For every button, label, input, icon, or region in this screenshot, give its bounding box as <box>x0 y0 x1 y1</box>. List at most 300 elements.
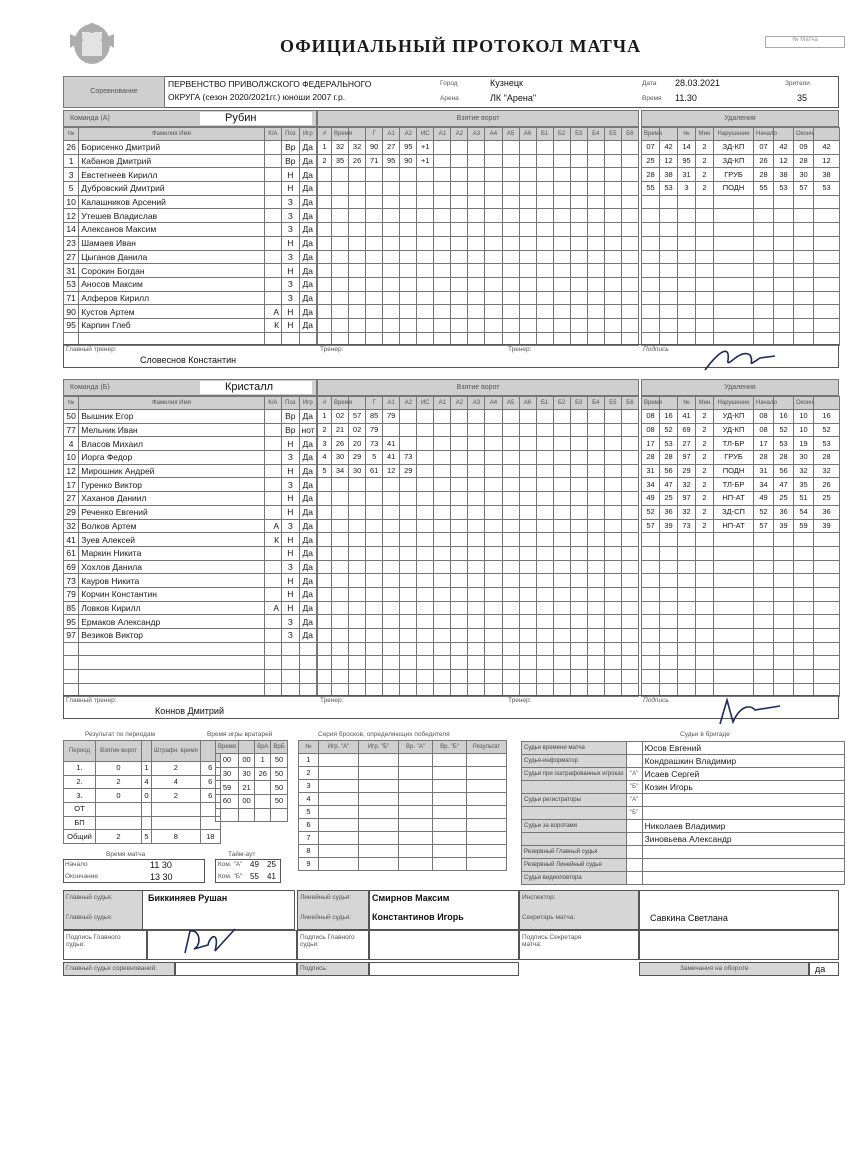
player-position: Н <box>282 168 299 182</box>
penalty-cell <box>660 223 678 237</box>
player-name: Кабанов Дмитрий <box>79 154 264 168</box>
goal-cell <box>587 574 604 588</box>
penalty-cell: 2 <box>696 141 714 155</box>
table-cell: 8 <box>152 830 201 844</box>
goal-cell <box>519 601 536 615</box>
goal-row <box>318 182 639 196</box>
referee-team: "Б" <box>626 807 642 820</box>
goal-cell <box>434 305 451 319</box>
table-cell: 0 <box>142 789 152 803</box>
goal-cell <box>383 656 400 670</box>
penalty-cell: 28 <box>660 451 678 465</box>
goal-cell: 30 <box>332 451 349 465</box>
remarks-value: да <box>815 964 826 974</box>
goal-cell <box>570 505 587 519</box>
player-position: З <box>282 560 299 574</box>
goal-cell <box>536 587 553 601</box>
shootout-cell <box>433 806 467 819</box>
penalty-row <box>642 141 840 155</box>
time-label: Время <box>642 95 662 102</box>
player-role <box>264 223 281 237</box>
goal-cell <box>318 505 332 519</box>
penalty-cell <box>714 670 754 684</box>
penalty-cell <box>774 601 794 615</box>
penalty-row <box>642 505 840 519</box>
table-cell: 6 <box>200 789 220 803</box>
shootout-cell <box>467 832 507 845</box>
goal-cell <box>318 236 332 250</box>
team-b-col-pos: Поз <box>282 397 299 410</box>
goal-cell <box>318 574 332 588</box>
goal-cell <box>502 492 519 506</box>
goal-col-header: Г <box>366 397 383 410</box>
player-row <box>64 587 317 601</box>
penalty-cell <box>814 629 840 643</box>
player-played: Да <box>299 629 316 643</box>
goal-cell: 71 <box>366 154 383 168</box>
goal-cell <box>383 519 400 533</box>
player-position: Н <box>282 305 299 319</box>
goal-cell <box>604 546 621 560</box>
goal-cell <box>468 195 485 209</box>
goal-cell <box>519 291 536 305</box>
penalty-cell <box>794 264 814 278</box>
goal-cell <box>468 546 485 560</box>
player-position: Н <box>282 318 299 332</box>
player-row <box>64 223 317 237</box>
player-role <box>264 277 281 291</box>
shootout-cell: 6 <box>299 819 319 832</box>
penalty-cell <box>660 587 678 601</box>
player-played: Да <box>299 264 316 278</box>
goal-cell <box>468 642 485 656</box>
player-role: А <box>264 519 281 533</box>
penalty-cell <box>754 642 774 656</box>
goal-cell <box>468 464 485 478</box>
goal-cell <box>502 277 519 291</box>
player-played: Да <box>299 560 316 574</box>
player-role <box>264 587 281 601</box>
player-number: 17 <box>64 478 79 492</box>
penalty-cell <box>794 195 814 209</box>
penalty-cell <box>678 560 696 574</box>
penalty-row <box>642 291 840 305</box>
player-role <box>264 209 281 223</box>
goal-cell <box>621 195 638 209</box>
penalty-col-header: Мин <box>696 128 714 141</box>
shootout-cell: 8 <box>299 845 319 858</box>
table-cell: 1. <box>64 762 96 776</box>
goal-cell <box>485 410 502 424</box>
goal-col-header: Б5 <box>604 128 621 141</box>
goal-cell <box>604 154 621 168</box>
shootout-cell: 2 <box>299 767 319 780</box>
player-number: 12 <box>64 464 79 478</box>
goal-row <box>318 560 639 574</box>
penalty-cell <box>714 560 754 574</box>
player-row <box>64 318 317 332</box>
referee-name: Юсов Евгений <box>642 742 844 755</box>
penalty-cell <box>754 250 774 264</box>
goal-cell <box>400 533 417 547</box>
goal-cell <box>366 505 383 519</box>
goal-cell <box>570 574 587 588</box>
table-cell: 60 <box>216 795 239 809</box>
referee-team: "Б" <box>626 781 642 794</box>
goal-cell <box>536 410 553 424</box>
goal-cell <box>621 318 638 332</box>
goal-cell <box>400 437 417 451</box>
penalty-cell: 3 <box>678 182 696 196</box>
goal-cell <box>417 451 434 465</box>
goal-col-header: # <box>318 128 332 141</box>
penalty-cell <box>754 656 774 670</box>
goal-cell <box>553 277 570 291</box>
goal-cell <box>502 236 519 250</box>
player-role <box>264 410 281 424</box>
goal-cell <box>434 437 451 451</box>
goal-cell <box>366 478 383 492</box>
goal-cell <box>570 182 587 196</box>
goal-cell <box>519 656 536 670</box>
goal-cell <box>502 451 519 465</box>
goal-cell <box>587 519 604 533</box>
team-b-penalties-table <box>641 396 840 697</box>
penalty-cell <box>660 629 678 643</box>
goal-row <box>318 505 639 519</box>
goal-cell <box>553 656 570 670</box>
goal-col-header: ИС <box>417 397 434 410</box>
penalty-col-header: Нарушение <box>714 397 754 410</box>
referee-team <box>626 755 642 768</box>
table-cell: 30 <box>216 767 239 781</box>
city-value: Кузнецк <box>490 78 523 88</box>
inspector-value-box <box>639 890 839 930</box>
goal-cell: 02 <box>349 423 366 437</box>
goal-cell <box>553 546 570 560</box>
goal-cell <box>621 615 638 629</box>
match-end: 13 30 <box>150 872 173 882</box>
penalty-cell <box>794 318 814 332</box>
player-row <box>64 574 317 588</box>
penalty-cell: 52 <box>814 423 840 437</box>
penalty-cell: 30 <box>794 168 814 182</box>
player-role <box>264 560 281 574</box>
page-title: ОФИЦИАЛЬНЫЙ ПРОТОКОЛ МАТЧА <box>280 36 642 56</box>
penalty-row <box>642 437 840 451</box>
penalty-row <box>642 546 840 560</box>
penalty-cell <box>642 250 660 264</box>
goal-cell <box>536 546 553 560</box>
penalty-cell: 25 <box>642 154 660 168</box>
goal-cell <box>621 670 638 684</box>
goal-cell <box>383 560 400 574</box>
goal-cell <box>451 629 468 643</box>
goal-cell <box>621 656 638 670</box>
goal-cell <box>468 318 485 332</box>
penalty-cell <box>714 209 754 223</box>
penalty-cell: 36 <box>660 505 678 519</box>
penalty-cell <box>794 629 814 643</box>
player-position: Н <box>282 236 299 250</box>
player-role <box>264 264 281 278</box>
goal-cell <box>553 141 570 155</box>
goal-cell <box>502 223 519 237</box>
goal-cell <box>621 492 638 506</box>
penalty-cell <box>754 318 774 332</box>
player-name: Власов Михаил <box>79 437 264 451</box>
goal-cell <box>400 656 417 670</box>
goal-cell <box>434 209 451 223</box>
goal-cell <box>570 451 587 465</box>
penalty-cell <box>678 318 696 332</box>
penalty-cell: ПОДН <box>714 464 754 478</box>
player-name: Алексанов Максим <box>79 223 264 237</box>
goal-row <box>318 601 639 615</box>
penalty-cell <box>754 236 774 250</box>
goal-cell <box>621 291 638 305</box>
penalty-row <box>642 601 840 615</box>
shootout-row <box>299 858 507 871</box>
goal-cell <box>604 656 621 670</box>
goal-cell <box>621 629 638 643</box>
goal-col-header: A5 <box>502 397 519 410</box>
penalty-cell <box>660 305 678 319</box>
goal-row <box>318 546 639 560</box>
penalty-cell <box>678 601 696 615</box>
team-a-sign-label: Подпись <box>643 345 669 353</box>
goal-cell <box>485 195 502 209</box>
player-played <box>299 670 316 684</box>
chief-label: Главный судья соревнований: <box>66 965 157 972</box>
goal-cell <box>536 601 553 615</box>
penalty-cell <box>754 264 774 278</box>
goal-cell <box>621 236 638 250</box>
player-role <box>264 154 281 168</box>
goal-cell <box>604 318 621 332</box>
penalty-cell: 41 <box>678 410 696 424</box>
team-a-penalties-table <box>641 127 840 346</box>
goal-cell <box>366 250 383 264</box>
goal-cell <box>468 505 485 519</box>
shootout-cell <box>467 819 507 832</box>
goal-cell <box>400 318 417 332</box>
goal-cell <box>417 464 434 478</box>
goal-cell <box>604 223 621 237</box>
goal-cell <box>587 318 604 332</box>
penalty-col-header: № <box>678 128 696 141</box>
table-cell: 4 <box>142 775 152 789</box>
goal-cell <box>417 533 434 547</box>
penalty-cell <box>814 264 840 278</box>
goal-cell <box>318 277 332 291</box>
player-role <box>264 492 281 506</box>
referee-name: Козин Игорь <box>642 781 844 794</box>
player-name <box>79 656 264 670</box>
penalty-cell: 32 <box>678 478 696 492</box>
shootout-cell <box>399 767 433 780</box>
goal-cell <box>400 195 417 209</box>
goal-cell <box>536 141 553 155</box>
referees-title: Судьи в бригаде <box>680 731 730 738</box>
goal-row <box>318 464 639 478</box>
penalty-cell <box>696 236 714 250</box>
player-number: 85 <box>64 601 79 615</box>
goal-col-header: A6 <box>519 128 536 141</box>
penalty-cell: 16 <box>814 410 840 424</box>
goal-row <box>318 423 639 437</box>
penalty-cell <box>696 318 714 332</box>
penalty-row <box>642 423 840 437</box>
penalty-cell: 57 <box>642 519 660 533</box>
goal-cell <box>434 423 451 437</box>
penalty-cell <box>774 291 794 305</box>
table-row <box>216 781 288 795</box>
referee-name: Зиновьева Александр <box>642 833 844 846</box>
goal-cell <box>553 264 570 278</box>
goal-cell <box>366 236 383 250</box>
shootout-row <box>299 767 507 780</box>
player-name: Зуев Алексей <box>79 533 264 547</box>
penalty-cell: 28 <box>754 451 774 465</box>
table-cell: 50 <box>271 767 287 781</box>
penalty-cell: 27 <box>678 437 696 451</box>
goal-cell <box>519 533 536 547</box>
goal-cell <box>400 615 417 629</box>
goal-cell <box>383 615 400 629</box>
goal-cell <box>434 629 451 643</box>
goal-cell <box>451 437 468 451</box>
penalty-cell <box>696 670 714 684</box>
goal-cell <box>451 533 468 547</box>
goal-cell <box>383 423 400 437</box>
player-number: 53 <box>64 277 79 291</box>
penalty-row <box>642 182 840 196</box>
goal-cell <box>587 478 604 492</box>
goal-cell <box>604 410 621 424</box>
player-name: Корчин Константин <box>79 587 264 601</box>
arena-value: ЛК "Арена" <box>490 93 537 103</box>
goal-cell <box>502 195 519 209</box>
goal-cell <box>536 236 553 250</box>
goal-cell <box>434 154 451 168</box>
player-row <box>64 264 317 278</box>
goal-cell <box>587 154 604 168</box>
penalty-cell: 2 <box>696 519 714 533</box>
penalty-cell <box>794 250 814 264</box>
goal-cell: 2 <box>318 154 332 168</box>
goal-cell <box>366 656 383 670</box>
penalty-row <box>642 209 840 223</box>
goal-row <box>318 492 639 506</box>
goal-row <box>318 305 639 319</box>
penalty-cell: 2 <box>696 423 714 437</box>
player-name: Цыганов Данила <box>79 250 264 264</box>
goal-cell <box>519 250 536 264</box>
penalty-cell: 26 <box>754 154 774 168</box>
goal-cell <box>451 574 468 588</box>
goal-cell <box>570 236 587 250</box>
goal-col-header: A6 <box>519 397 536 410</box>
penalty-row <box>642 236 840 250</box>
goal-cell: 32 <box>349 141 366 155</box>
goal-cell <box>468 478 485 492</box>
timeout-b-sec: 41 <box>267 872 276 881</box>
penalty-cell: ЗД-КП <box>714 154 754 168</box>
shootout-cell: 5 <box>299 806 319 819</box>
goal-cell <box>536 629 553 643</box>
shootout-col-header: Результат <box>467 741 507 754</box>
penalty-cell <box>678 264 696 278</box>
penalty-cell <box>642 209 660 223</box>
goal-col-header: A3 <box>468 397 485 410</box>
penalty-cell: 28 <box>774 451 794 465</box>
goal-cell <box>519 492 536 506</box>
goal-cell <box>318 560 332 574</box>
goal-cell <box>417 182 434 196</box>
table-cell: 50 <box>271 781 287 795</box>
goal-cell <box>553 291 570 305</box>
player-position: З <box>282 478 299 492</box>
goal-cell <box>383 305 400 319</box>
penalty-cell: 26 <box>814 478 840 492</box>
penalty-cell <box>642 277 660 291</box>
player-number: 95 <box>64 615 79 629</box>
goal-cell <box>553 587 570 601</box>
penalty-cell: 53 <box>814 437 840 451</box>
player-position <box>282 656 299 670</box>
sig-secr-value-box <box>639 930 839 960</box>
goal-cell <box>349 478 366 492</box>
penalty-cell: 49 <box>642 492 660 506</box>
goal-cell <box>485 168 502 182</box>
goal-col-header: А1 <box>383 397 400 410</box>
sig-value-box <box>369 962 519 976</box>
goal-cell <box>366 533 383 547</box>
referee-row <box>522 755 845 768</box>
goal-cell <box>468 492 485 506</box>
goal-row <box>318 615 639 629</box>
penalty-cell: 53 <box>660 182 678 196</box>
goal-cell <box>451 277 468 291</box>
goal-cell <box>318 168 332 182</box>
goal-cell: 29 <box>349 451 366 465</box>
shootout-cell <box>399 793 433 806</box>
goal-cell <box>485 451 502 465</box>
col-header: Период <box>64 741 96 762</box>
goal-cell <box>553 209 570 223</box>
goal-cell <box>553 236 570 250</box>
player-name: Калашников Арсений <box>79 195 264 209</box>
goal-cell <box>587 642 604 656</box>
goal-cell <box>604 305 621 319</box>
goal-cell <box>417 656 434 670</box>
goal-cell <box>485 154 502 168</box>
team-b-sign-label: Подпись <box>643 696 669 704</box>
goal-cell <box>536 670 553 684</box>
penalty-row <box>642 464 840 478</box>
goal-cell <box>604 168 621 182</box>
competition-label: Соревнование <box>63 76 165 108</box>
goal-cell <box>485 574 502 588</box>
goal-cell <box>587 209 604 223</box>
shootout-table <box>298 740 507 871</box>
penalty-cell <box>774 629 794 643</box>
goal-cell <box>366 670 383 684</box>
player-position: З <box>282 519 299 533</box>
goal-cell <box>553 464 570 478</box>
goal-cell: 26 <box>349 154 366 168</box>
